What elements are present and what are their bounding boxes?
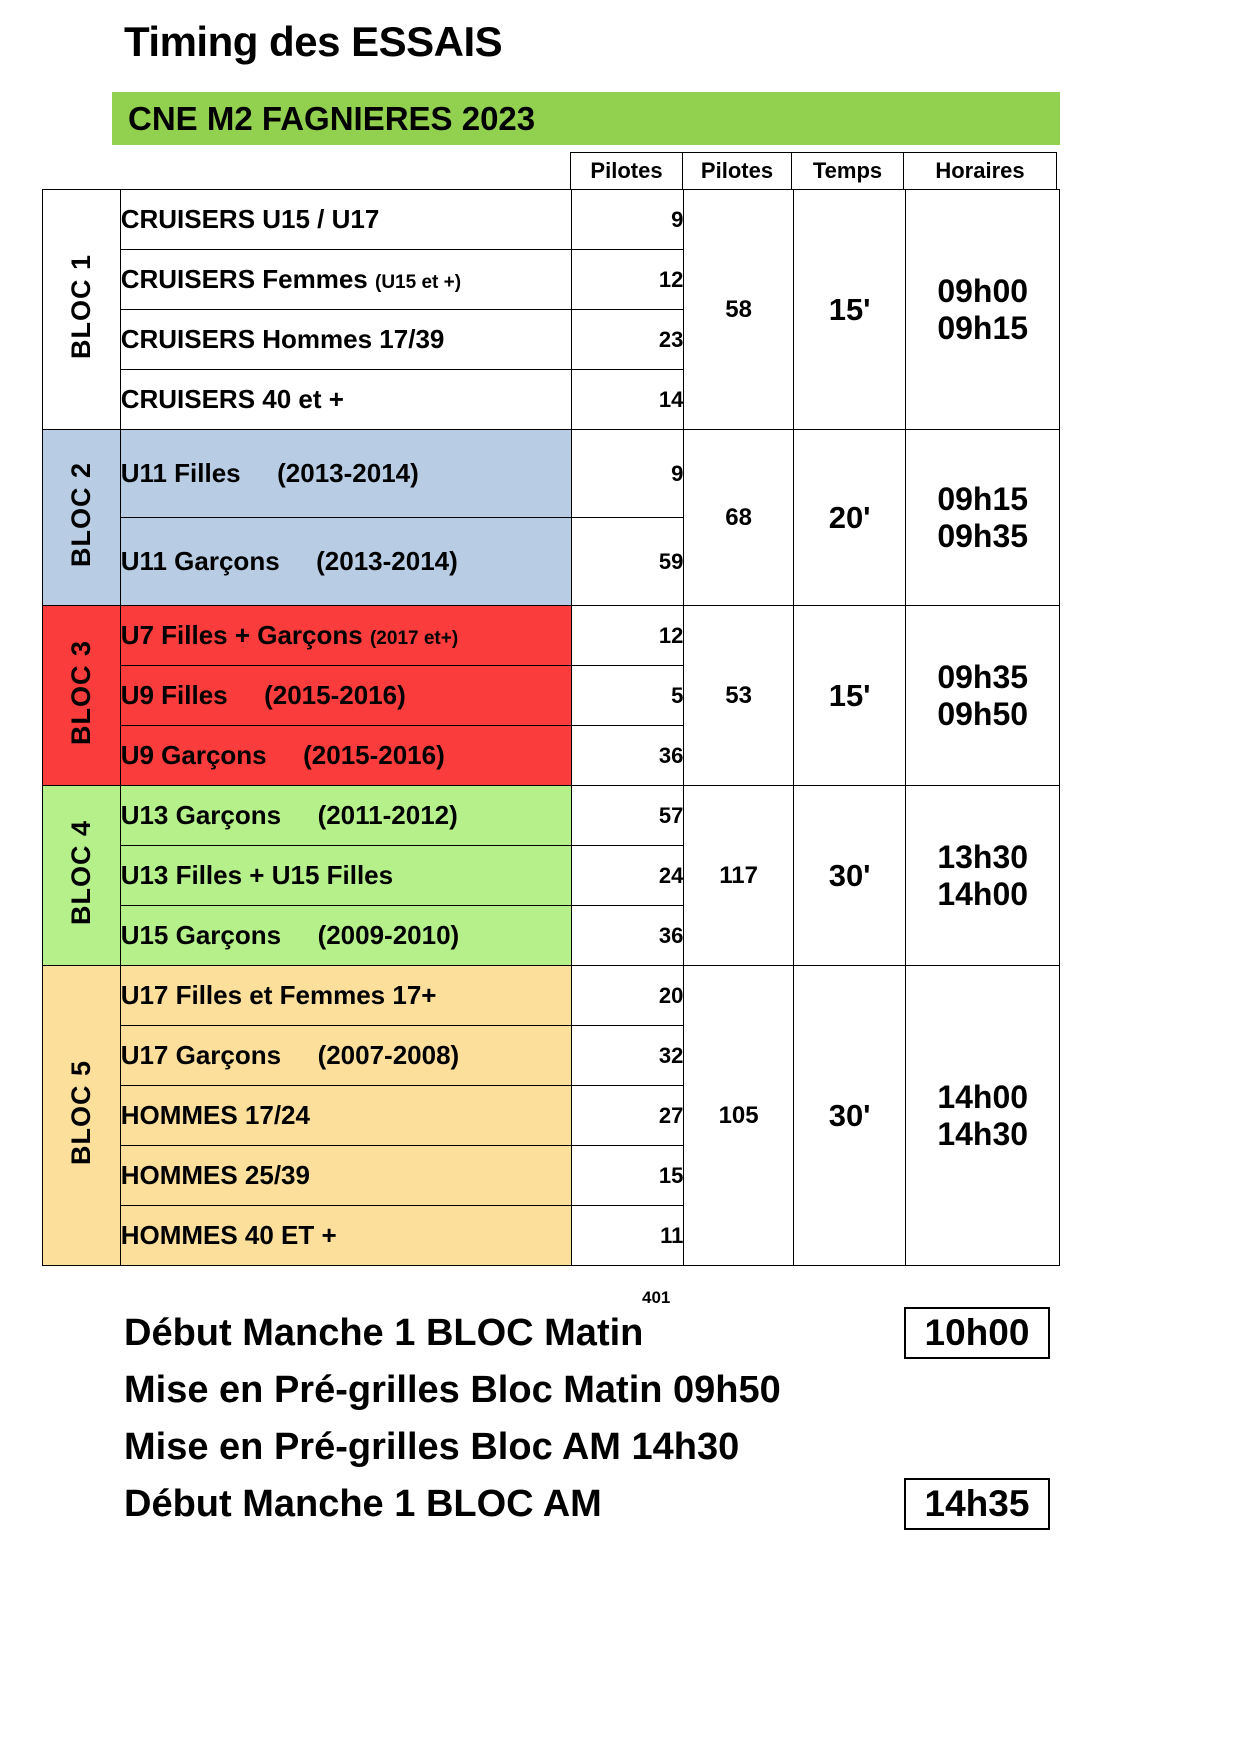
footer-line	[124, 1419, 1124, 1476]
bloc-total: 117	[684, 786, 794, 966]
bloc-label-cell-3	[43, 606, 121, 786]
bloc-start-time: 09h15	[937, 480, 1029, 517]
column-header-horaires: Horaires	[903, 152, 1057, 190]
footer-time-box: 14h35	[904, 1478, 1050, 1530]
category-label: U11 Filles	[120, 458, 241, 488]
bloc-duration: 30'	[793, 966, 906, 1266]
category-label: U11 Garçons	[120, 546, 280, 576]
bloc-start-time: 14h00	[937, 1078, 1029, 1115]
bloc-total: 68	[684, 430, 794, 606]
grand-total-pilots: 401	[642, 1288, 671, 1307]
pilots-count: 11	[571, 1206, 683, 1266]
footer-notes	[124, 1305, 1124, 1533]
category-cell	[120, 606, 571, 666]
category-years: (2011-2012)	[317, 800, 458, 830]
category-cell	[120, 846, 571, 906]
category-cell	[120, 906, 571, 966]
category-cell	[120, 726, 571, 786]
category-cell	[120, 966, 571, 1026]
bloc-end-time: 14h30	[937, 1115, 1029, 1152]
category-cell	[120, 250, 571, 310]
bloc-duration: 15'	[793, 190, 906, 430]
pilots-count: 27	[571, 1086, 683, 1146]
column-header-temps: Temps	[791, 152, 904, 190]
footer-line	[124, 1362, 1124, 1419]
category-cell	[120, 370, 571, 430]
category-label: U13 Garçons	[120, 800, 282, 830]
bloc-label-cell-4	[43, 786, 121, 966]
pilots-count: 57	[571, 786, 683, 846]
footer-label: Mise en Pré-grilles Bloc AM 14h30	[124, 1426, 740, 1468]
pilots-count: 12	[571, 250, 683, 310]
category-years: (2009-2010)	[317, 920, 460, 950]
category-label: CRUISERS Femmes	[120, 264, 368, 294]
footer-time-box: 10h00	[904, 1307, 1050, 1359]
category-years: (2015-2016)	[264, 680, 406, 710]
pilots-count: 9	[571, 430, 683, 518]
footer-line	[124, 1305, 1124, 1362]
pilots-count: 20	[571, 966, 683, 1026]
category-years: (2013-2014)	[277, 458, 419, 488]
bloc-start-time: 13h30	[937, 838, 1029, 875]
column-header-pilotes-1: Pilotes	[570, 152, 683, 190]
bloc-hours	[906, 966, 1060, 1266]
category-note: (2017 et+)	[369, 628, 459, 649]
category-label: HOMMES 17/24	[120, 1100, 310, 1130]
bloc-total: 105	[684, 966, 794, 1266]
pilots-count: 14	[571, 370, 683, 430]
footer-label: Début Manche 1 BLOC AM	[124, 1483, 602, 1525]
category-years: (2013-2014)	[316, 546, 458, 576]
bloc-label-cell-5	[43, 966, 121, 1266]
bloc-start-time: 09h00	[937, 272, 1029, 309]
bloc-start-time: 09h35	[937, 658, 1029, 695]
category-label: U17 Filles et Femmes 17+	[120, 980, 437, 1010]
pilots-count: 5	[571, 666, 683, 726]
pilots-count: 36	[571, 726, 683, 786]
bloc-hours	[906, 606, 1060, 786]
bloc-label: BLOC 3	[65, 640, 96, 746]
pilots-count: 12	[571, 606, 683, 666]
footer-label: Début Manche 1 BLOC Matin	[124, 1312, 644, 1354]
bloc-end-time: 09h50	[937, 695, 1029, 732]
column-headers	[571, 152, 1060, 190]
category-note: (U15 et +)	[375, 272, 462, 293]
category-label: U15 Garçons	[120, 920, 282, 950]
bloc-total: 58	[684, 190, 794, 430]
category-cell	[120, 786, 571, 846]
bloc-label: BLOC 2	[65, 462, 96, 568]
bloc-label: BLOC 1	[65, 254, 96, 360]
column-header-pilotes-2: Pilotes	[682, 152, 792, 190]
bloc-end-time: 09h35	[937, 517, 1029, 554]
pilots-count: 15	[571, 1146, 683, 1206]
category-cell	[120, 518, 571, 606]
bloc-label: BLOC 5	[65, 1060, 96, 1166]
table-row	[43, 190, 1060, 250]
bloc-end-time: 14h00	[937, 875, 1029, 912]
bloc-duration: 15'	[793, 606, 906, 786]
category-years: (2007-2008)	[317, 1040, 460, 1070]
table-row	[43, 786, 1060, 846]
bloc-end-time: 09h15	[937, 309, 1029, 346]
bloc-hours	[906, 786, 1060, 966]
category-years: (2015-2016)	[303, 740, 445, 770]
category-cell	[120, 310, 571, 370]
event-banner-label: CNE M2 FAGNIERES 2023	[128, 99, 536, 137]
category-cell	[120, 190, 571, 250]
pilots-count: 9	[571, 190, 683, 250]
bloc-hours	[906, 190, 1060, 430]
bloc-hours	[906, 430, 1060, 606]
event-banner	[112, 92, 1060, 145]
bloc-duration: 30'	[793, 786, 906, 966]
footer-line	[124, 1476, 1124, 1533]
category-label: U13 Filles + U15 Filles	[120, 860, 394, 890]
pilots-count: 36	[571, 906, 683, 966]
bloc-label: BLOC 4	[65, 820, 96, 926]
bloc-label-cell-2	[43, 430, 121, 606]
pilots-count: 32	[571, 1026, 683, 1086]
category-cell	[120, 430, 571, 518]
category-label: U9 Filles	[120, 680, 228, 710]
table-row	[43, 606, 1060, 666]
category-label: CRUISERS 40 et +	[120, 384, 344, 414]
pilots-count: 24	[571, 846, 683, 906]
category-cell	[120, 1026, 571, 1086]
category-label: U17 Garçons	[120, 1040, 282, 1070]
category-label: CRUISERS U15 / U17	[120, 204, 380, 234]
category-label: CRUISERS Hommes 17/39	[120, 324, 445, 354]
table-row	[43, 430, 1060, 518]
page-title: Timing des ESSAIS	[124, 18, 503, 65]
category-label: HOMMES 25/39	[120, 1160, 310, 1190]
bloc-label-cell-1	[43, 190, 121, 430]
pilots-count: 59	[571, 518, 683, 606]
category-cell	[120, 666, 571, 726]
category-label: U9 Garçons	[120, 740, 267, 770]
footer-label: Mise en Pré-grilles Bloc Matin 09h50	[124, 1369, 781, 1411]
category-cell	[120, 1086, 571, 1146]
bloc-total: 53	[684, 606, 794, 786]
category-cell	[120, 1146, 571, 1206]
category-label: U7 Filles + Garçons	[120, 620, 363, 650]
bloc-duration: 20'	[793, 430, 906, 606]
pilots-count: 23	[571, 310, 683, 370]
category-cell	[120, 1206, 571, 1266]
timing-table	[42, 189, 1060, 1266]
category-label: HOMMES 40 ET +	[120, 1220, 337, 1250]
table-row	[43, 966, 1060, 1026]
